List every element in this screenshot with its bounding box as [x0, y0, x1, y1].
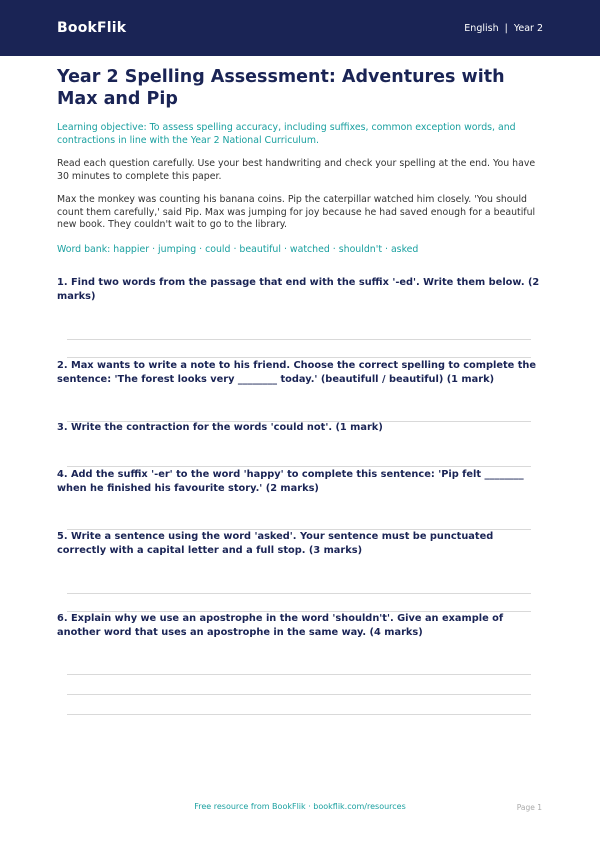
intro-section — [0, 56, 600, 256]
question-5: 5. Write a sentence using the word 'asked'. Your sentence must be punctuated correctly with a capital letter and a full stop. (3 marks) — [57, 531, 494, 556]
question-4: 4. Add the suffix '-er' to the word 'happy' to complete this sentence: 'Pip felt ________ when he finished his favourite story.' (2 marks) — [57, 469, 524, 494]
answer-line[interactable] — [67, 339, 531, 340]
subject-label: English — [464, 22, 499, 34]
section-divider — [67, 466, 531, 467]
answer-line[interactable] — [67, 593, 531, 594]
question-3: 3. Write the contraction for the words 'could not'. (1 mark) — [57, 422, 383, 433]
answer-line[interactable] — [67, 694, 531, 695]
header-meta — [464, 23, 543, 34]
year-label: Year 2 — [513, 22, 543, 34]
brand-logo: BookFlik — [57, 20, 127, 36]
answer-line[interactable] — [67, 714, 531, 715]
question-6: 6. Explain why we use an apostrophe in the word 'shouldn't'. Give an example of another word that uses an apostrophe in the same way. (4 marks) — [57, 613, 504, 638]
learning-objective: Learning objective: To assess spelling accuracy, including suffixes, common exception words, and contractions in line with the Year 2 National Curriculum. — [57, 122, 516, 146]
question-2: 2. Max wants to write a note to his friend. Choose the correct spelling to complete the sentence: 'The forest looks very ________ today.' (beautifull / beautiful) (1 mark) — [57, 360, 537, 385]
section-divider — [67, 357, 531, 358]
question-1: 1. Find two words from the passage that end with the suffix '-ed'. Write them below. (2 marks) — [57, 277, 540, 302]
page-title: Year 2 Spelling Assessment: Adventures with Max and Pip — [57, 67, 505, 109]
page-number: Page 1 — [516, 803, 542, 812]
footer-credit[interactable]: Free resource from BookFlik · bookflik.com/resources — [194, 802, 406, 811]
meta-separator: | — [504, 22, 508, 34]
instructions-text: Read each question carefully. Use your best handwriting and check your spelling at the end. You have 30 minutes to complete this paper. — [57, 158, 536, 182]
answer-line[interactable] — [67, 674, 531, 675]
header-bar — [0, 0, 600, 56]
word-bank: Word bank: happier · jumping · could · beautiful · watched · shouldn't · asked — [57, 243, 419, 255]
reading-passage: Max the monkey was counting his banana coins. Pip the caterpillar watched him closely. 'You should count them carefully,' said Pip. Max was jumping for joy because he had saved enough for a beautiful new book. They couldn't wait to go to the library. — [57, 194, 536, 230]
